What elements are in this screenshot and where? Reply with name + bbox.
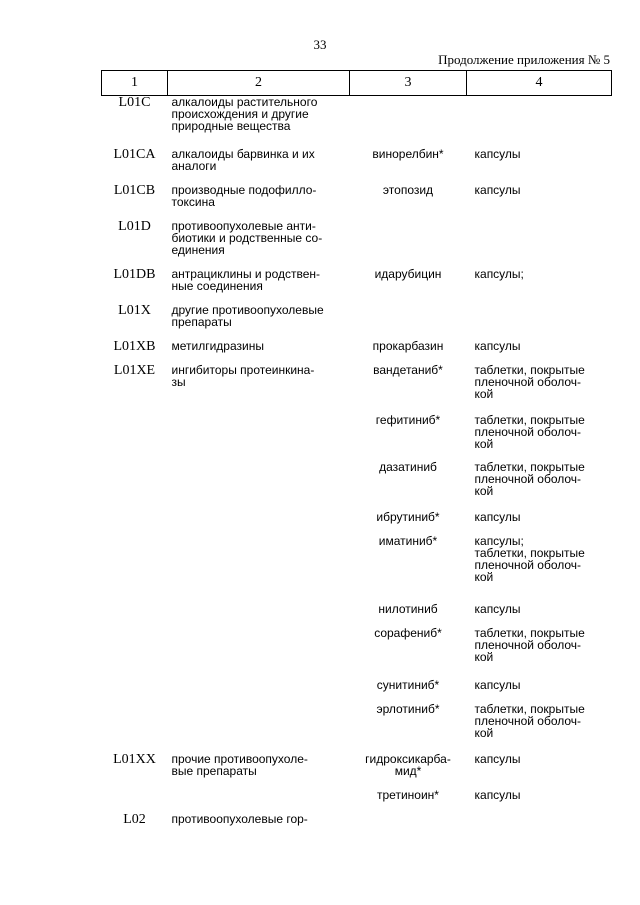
- drug-name-cell-text: иматиниб*: [378, 533, 438, 548]
- group-name-cell: [168, 364, 350, 414]
- group-name-cell: [168, 535, 350, 603]
- drug-name-cell: [350, 813, 467, 837]
- table-row: [102, 364, 612, 414]
- dosage-form-cell-text: капсулы;: [474, 266, 524, 281]
- atc-code-cell: [102, 304, 168, 340]
- dosage-form-cell: [467, 753, 612, 789]
- dosage-form-cell: [467, 304, 612, 340]
- dosage-form-cell: [467, 414, 612, 461]
- drug-name-cell: [350, 414, 467, 461]
- group-name-cell: [168, 511, 350, 535]
- drug-name-cell: [350, 603, 467, 627]
- group-name-cell-text: антрациклины и родствен- ные соединения: [171, 266, 321, 293]
- drug-name-cell: [350, 511, 467, 535]
- drug-name-cell: [350, 789, 467, 813]
- dosage-form-cell-text: капсулы: [474, 146, 521, 161]
- group-name-cell-text: прочие противоопухоле- вые препараты: [171, 751, 308, 778]
- group-name-cell: [168, 679, 350, 703]
- group-name-cell-text: противоопухолевые анти- биотики и родственные со- единения: [171, 218, 323, 257]
- table-body: [102, 96, 612, 837]
- atc-code-cell-text: L01DB: [113, 266, 156, 282]
- atc-code-cell: [102, 220, 168, 268]
- atc-code-cell-text: L01X: [118, 302, 151, 318]
- atc-code-cell: [102, 268, 168, 304]
- dosage-form-cell-text: капсулы: [474, 338, 521, 353]
- atc-code-cell-text: L01XX: [113, 751, 156, 767]
- dosage-form-cell: [467, 96, 612, 148]
- atc-code-cell: [102, 703, 168, 753]
- table-row: [102, 340, 612, 364]
- page-number: 33: [313, 37, 327, 52]
- medication-table: [101, 70, 612, 837]
- atc-code-cell-text: L01D: [118, 218, 151, 234]
- table-row: [102, 535, 612, 603]
- drug-name-cell: [350, 703, 467, 753]
- group-name-cell-text: ингибиторы протеинкина- зы: [171, 362, 315, 389]
- dosage-form-cell: [467, 703, 612, 753]
- table-row: [102, 603, 612, 627]
- group-name-cell-text: метилгидразины: [171, 338, 264, 353]
- atc-code-cell-text: L01XB: [113, 338, 156, 354]
- dosage-form-cell: [467, 268, 612, 304]
- drug-name-cell: [350, 220, 467, 268]
- atc-code-cell: [102, 148, 168, 184]
- group-name-cell: [168, 603, 350, 627]
- group-name-cell-text: алкалоиды растительного происхождения и другие природные вещества: [171, 95, 318, 133]
- table-row: [102, 461, 612, 511]
- column-header-1: 1: [102, 71, 168, 96]
- table-row: [102, 148, 612, 184]
- atc-code-cell-text: L01CA: [113, 146, 156, 162]
- appendix-continuation-note: Продолжение приложения № 5: [438, 52, 610, 67]
- atc-code-cell: [102, 679, 168, 703]
- atc-code-cell: [102, 340, 168, 364]
- group-name-cell: [168, 753, 350, 789]
- dosage-form-cell: [467, 789, 612, 813]
- group-name-cell: [168, 461, 350, 511]
- drug-name-cell: [350, 96, 467, 148]
- atc-code-cell: [102, 96, 168, 148]
- dosage-form-cell: [467, 627, 612, 679]
- dosage-form-cell: [467, 184, 612, 220]
- table-row: [102, 703, 612, 753]
- group-name-cell: [168, 148, 350, 184]
- atc-code-cell: [102, 813, 168, 837]
- atc-code-cell: [102, 535, 168, 603]
- drug-name-cell-text: сунитиниб*: [376, 677, 440, 692]
- group-name-cell: [168, 304, 350, 340]
- atc-code-cell-text: L01C: [118, 95, 151, 110]
- drug-name-cell-text: гидроксикарба- мид*: [365, 751, 451, 778]
- atc-code-cell: [102, 627, 168, 679]
- drug-name-cell: [350, 461, 467, 511]
- group-name-cell: [168, 268, 350, 304]
- dosage-form-cell: [467, 813, 612, 837]
- atc-code-cell: [102, 414, 168, 461]
- dosage-form-cell: [467, 220, 612, 268]
- dosage-form-cell: [467, 603, 612, 627]
- drug-name-cell: [350, 268, 467, 304]
- column-header-4: 4: [467, 71, 612, 96]
- table-row: [102, 184, 612, 220]
- table-header-row: [102, 71, 612, 96]
- drug-name-cell: [350, 340, 467, 364]
- dosage-form-cell: [467, 148, 612, 184]
- table-row: [102, 96, 612, 148]
- dosage-form-cell-text: таблетки, покрытые пленочной оболоч- кой: [474, 459, 585, 498]
- atc-code-cell-text: L01XE: [113, 362, 156, 378]
- group-name-cell: [168, 627, 350, 679]
- drug-name-cell-text: сорафениб*: [374, 625, 442, 640]
- drug-name-cell: [350, 364, 467, 414]
- dosage-form-cell-text: капсулы: [474, 182, 521, 197]
- drug-name-cell-text: третиноин*: [377, 787, 439, 802]
- column-header-2: 2: [168, 71, 350, 96]
- dosage-form-cell: [467, 679, 612, 703]
- dosage-form-cell: [467, 364, 612, 414]
- dosage-form-cell-text: капсулы: [474, 787, 521, 802]
- table-row: [102, 268, 612, 304]
- drug-name-cell-text: винорелбин*: [372, 146, 444, 161]
- group-name-cell: [168, 414, 350, 461]
- group-name-cell-text: производные подофилло- токсина: [171, 182, 317, 209]
- atc-code-cell: [102, 753, 168, 789]
- drug-name-cell: [350, 535, 467, 603]
- group-name-cell: [168, 703, 350, 753]
- dosage-form-cell-text: капсулы: [474, 509, 521, 524]
- dosage-form-cell-text: капсулы: [474, 601, 521, 616]
- group-name-cell: [168, 813, 350, 837]
- dosage-form-cell-text: таблетки, покрытые пленочной оболоч- кой: [474, 412, 585, 451]
- dosage-form-cell: [467, 340, 612, 364]
- drug-name-cell-text: идарубицин: [374, 266, 442, 281]
- group-name-cell: [168, 184, 350, 220]
- drug-name-cell-text: прокарбазин: [372, 338, 444, 353]
- dosage-form-cell-text: капсулы; таблетки, покрытые пленочной оболоч- кой: [474, 533, 585, 584]
- group-name-cell-text: противоопухолевые гор-: [171, 811, 308, 826]
- atc-code-cell: [102, 511, 168, 535]
- group-name-cell-text: алкалоиды барвинка и их аналоги: [171, 146, 315, 173]
- table-row: [102, 304, 612, 340]
- atc-code-cell-text: L02: [123, 811, 146, 827]
- group-name-cell-text: другие противоопухолевые препараты: [171, 302, 324, 329]
- dosage-form-cell-text: таблетки, покрытые пленочной оболоч- кой: [474, 362, 585, 401]
- atc-code-cell: [102, 364, 168, 414]
- drug-name-cell: [350, 679, 467, 703]
- dosage-form-cell: [467, 461, 612, 511]
- drug-name-cell-text: гефитиниб*: [375, 412, 441, 427]
- dosage-form-cell-text: таблетки, покрытые пленочной оболоч- кой: [474, 701, 585, 740]
- table-row: [102, 753, 612, 789]
- drug-name-cell-text: дазатиниб: [379, 459, 437, 474]
- drug-name-cell-text: вандетаниб*: [373, 362, 443, 377]
- drug-name-cell-text: ибрутиниб*: [376, 509, 440, 524]
- atc-code-cell: [102, 184, 168, 220]
- group-name-cell: [168, 96, 350, 148]
- dosage-form-cell-text: капсулы: [474, 677, 521, 692]
- atc-code-cell: [102, 603, 168, 627]
- column-header-3: 3: [350, 71, 467, 96]
- group-name-cell: [168, 789, 350, 813]
- group-name-cell: [168, 220, 350, 268]
- drug-name-cell-text: нилотиниб: [378, 601, 438, 616]
- drug-name-cell-text: этопозид: [382, 182, 434, 197]
- table-row: [102, 220, 612, 268]
- atc-code-cell-text: L01CB: [113, 182, 156, 198]
- drug-name-cell: [350, 148, 467, 184]
- drug-name-cell: [350, 184, 467, 220]
- table-row: [102, 789, 612, 813]
- drug-name-cell: [350, 753, 467, 789]
- dosage-form-cell: [467, 511, 612, 535]
- table-row: [102, 511, 612, 535]
- group-name-cell: [168, 340, 350, 364]
- dosage-form-cell-text: таблетки, покрытые пленочной оболоч- кой: [474, 625, 585, 664]
- dosage-form-cell-text: капсулы: [474, 751, 521, 766]
- table-row: [102, 627, 612, 679]
- table-row: [102, 813, 612, 837]
- atc-code-cell: [102, 789, 168, 813]
- atc-code-cell: [102, 461, 168, 511]
- drug-name-cell: [350, 627, 467, 679]
- drug-name-cell: [350, 304, 467, 340]
- drug-name-cell-text: эрлотиниб*: [376, 701, 440, 716]
- dosage-form-cell: [467, 535, 612, 603]
- table-row: [102, 679, 612, 703]
- table-row: [102, 414, 612, 461]
